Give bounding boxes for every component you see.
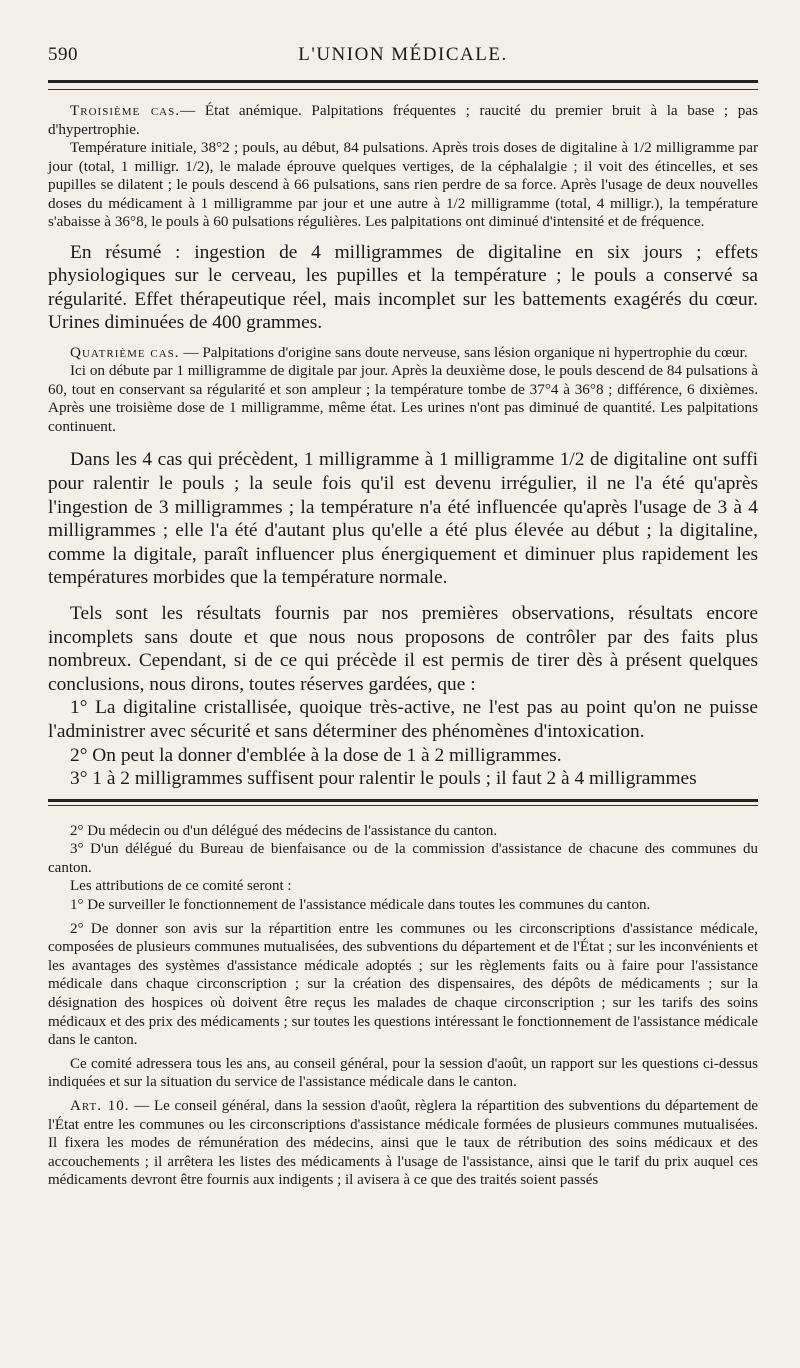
conclusion-2: 2° On peut la donner d'emblée à la dose de 1 à 2 milligrammes. [70, 744, 562, 766]
page-header [48, 44, 758, 80]
footnote-committee-report: Ce comité adressera tous les ans, au conseil général, pour la session d'août, un rapport sur les questions ci-dessus indiquées et sur la situation du service de l'assistance médicale dans le canton. [48, 1055, 758, 1091]
case3-heading [48, 102, 758, 139]
case4-label: Quatrième cas. [70, 343, 180, 361]
footnote-attribution-1: 1° De surveiller le fonctionnement de l'assistance médicale dans toutes les communes du canton. [70, 897, 651, 914]
body-paragraph-1: Dans les 4 cas qui précèdent, 1 milligramme à 1 milligramme 1/2 de digitaline ont suffi pour ralentir le pouls ; la seule fois qu'il est devenu irrégulier, il ne l'a été qu'après l'ingestion de 3 milligrammes ; la température n'a été influencée qu'après l'usage de 3 à 4 milligrammes ; elle l'a été d'autant plus qu'elle a été plus élevée au début ; la digitaline, comme la digitale, paraît influencer plus énergiquement et diminuer plus rapidement les températures morbides que la température normale. [48, 449, 758, 589]
article-10-text: — Le conseil général, dans la session d'août, règlera la répartition des subventions du département de l'État entre les communes ou les circonscriptions d'assistance médicale formées de plusieurs communes mutualisées. Il fixera les modes de rémunération des médecins, ainsi que le taux de rétribution des soins médicaux et des accouchements ; il arrêtera les listes des médicaments à l'usage de l'assistance, ainsi que le tarif du prix auquel ces médicaments devront être fournis aux indigents ; il avisera à ce que des traités soient passés [48, 1098, 758, 1189]
header-rule [48, 80, 758, 83]
footnote-attributions-intro: Les attributions de ce comité seront : [70, 878, 292, 895]
case4-paragraph: Ici on débute par 1 milligramme de digitale par jour. Après la deuxième dose, le pouls descend de 84 pulsations à 60, tout en conservant sa régularité et son ampleur ; la température tombe de 37°4 à 36°8 ; différence, 6 dixièmes. Après une troisième dose de 1 milligramme, même état. Les urines n'ont pas diminué de quantité. Les palpitations continuent. [48, 362, 758, 435]
conclusion-3: 3° 1 à 2 milligrammes suffisent pour ralentir le pouls ; il faut 2 à 4 milligrammes [70, 768, 697, 790]
footnote-item-2: 2° Du médecin ou d'un délégué des médecins de l'assistance du canton. [70, 822, 498, 839]
case4-description: — Palpitations d'origine sans doute nerveuse, sans lésion organique ni hypertrophie du cœur. [179, 343, 748, 361]
footnote-rule-thin [48, 805, 758, 806]
article-10-label: Art. 10. [70, 1098, 130, 1114]
case3-description: — État anémique. Palpitations fréquentes ; raucité du premier bruit à la base ; pas d'hypertrophie. [48, 102, 758, 138]
footnote-article-10 [48, 1097, 758, 1190]
footnote-rule [48, 799, 758, 802]
header-rule-thin [48, 89, 758, 90]
case3-paragraph: Température initiale, 38°2 ; pouls, au début, 84 pulsations. Après trois doses de digitaline à 1/2 milligramme par jour (total, 1 milligr. 1/2), le malade éprouve quelques vertiges, de la céphalalgie ; il voit des étincelles, et ses pupilles se dilatent ; le pouls descend à 66 pulsations, sans rien perdre de sa force. Après l'usage de deux nouvelles doses du médicament à 1 milligramme par jour et une autre à 1/2 milligramme (total, 4 milligr.), la température s'abaisse à 36°8, le pouls à 60 pulsations régulières. Les palpitations ont diminué d'intensité et de fréquence. [48, 139, 758, 230]
footnote-attribution-2: 2° De donner son avis sur la répartition entre les communes ou les circonscriptions d'assistance médicale, composées de plusieurs communes mutualisées, des subventions du département et de l'État ; sur les inconvénients et les avantages des systèmes d'assistance médicale adoptés ; sur les règlements faits ou à faire pour l'assistance médicale dans chaque circonscription ; sur la création des dispensaires, des dépôts de médicaments ; sur la désignation des hospices où doivent être reçus les malades de chaque circonscription ; sur les tarifs des soins médicaux et des prix des médicaments ; sur toutes les questions intéressant le fonctionnement de l'assistance médicale dans le canton. [48, 920, 758, 1049]
running-head: L'UNION MÉDICALE. [298, 44, 508, 65]
case4-heading [48, 344, 758, 363]
page-number: 590 [48, 44, 78, 65]
case3-label: Troisième cas. [70, 102, 181, 119]
conclusion-1: 1° La digitaline cristallisée, quoique très-active, ne l'est pas au point qu'on ne puisse l'administrer avec sécurité et sans déterminer des phénomènes d'intoxication. [48, 697, 758, 742]
footnotes [48, 822, 758, 1190]
body-paragraph-2: Tels sont les résultats fournis par nos premières observations, résultats encore incomplets sans doute et que nous nous proposons de contrôler par des faits plus nombreux. Cependant, si de ce qui précède il est permis de tirer dès à présent quelques conclusions, nous dirons, toutes réserves gardées, que : [48, 602, 758, 695]
footnote-item-3: 3° D'un délégué du Bureau de bienfaisance ou de la commission d'assistance de chacune des communes du canton. [48, 841, 758, 876]
summary-paragraph: En résumé : ingestion de 4 milligrammes de digitaline en six jours ; effets physiologiques sur le cerveau, les pupilles et la température ; le pouls a conservé sa régularité. Effet thérapeutique réel, mais incomplet sur les battements exagérés du cœur. Urines diminuées de 400 grammes. [48, 241, 758, 334]
